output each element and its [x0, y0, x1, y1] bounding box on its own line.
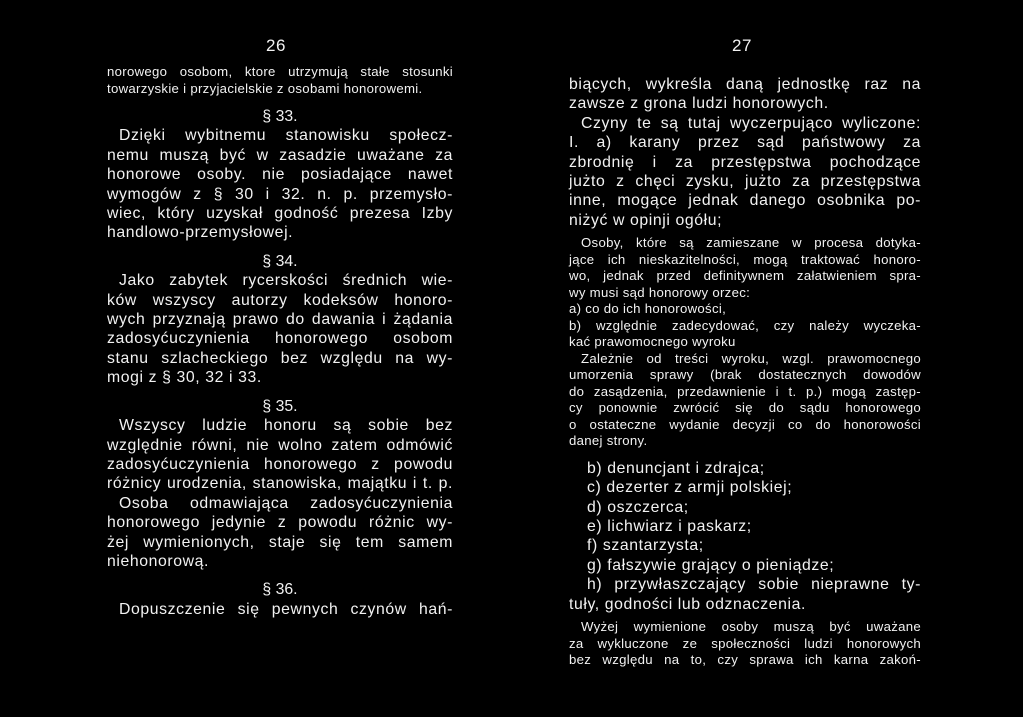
text-line: za wykluczone ze społeczności ludzi honorowych [569, 635, 921, 651]
text-line: zawsze z grona ludzi honorowych. [569, 95, 829, 113]
text-line: handlowo-przemysłowej. [107, 224, 294, 242]
text-line: stanu szlacheckiego bez względu na wy- [107, 349, 453, 367]
text-line: I. a) karany przez sąd państwowy za [569, 134, 921, 152]
text-line: mogi z § 30, 32 i 33. [107, 369, 262, 387]
list-item: g) fałszywie grający o pieniądze; [587, 556, 835, 574]
section-heading-34: § 34. [262, 252, 298, 270]
text-line: wych przyznają prawo do dawania i żądania [107, 311, 453, 329]
text-line: jużto z chęci zysku, jużto za przestępstwa [569, 173, 921, 191]
section-heading-35: § 35. [262, 397, 298, 415]
note-line: danej strony. [569, 433, 648, 449]
text-line: wymogów z § 30 i 32. n. p. przemysło- [107, 185, 453, 203]
text-line: inne, mogące jednak danego osobnika po- [569, 192, 921, 210]
note-line: wy musi sąd honorowy orzec: [569, 284, 751, 300]
text-line: Jako zabytek rycerskości średnich wie- [119, 272, 453, 290]
note-line: cy ponownie zwrócić się do sądu honorowego [569, 400, 921, 416]
list-item: c) dezerter z armji polskiej; [587, 479, 793, 497]
text-line: różnicy urodzenia, stanowiska, majątku i t. p. [107, 475, 453, 493]
note-line: do zasądzenia, przedawnienie i t. p.) mogą zastęp- [569, 383, 921, 399]
text-line: Czyny te są tutaj wyczerpująco wyliczone: [581, 114, 921, 132]
text-line: nemu muszą być w zasadzie uważane za [107, 146, 453, 164]
text-line: norowego osobom, ktore utrzymują stałe stosunki [107, 64, 453, 79]
note-line: umorzenia sprawy (brak dostatecznych dowodów [569, 367, 921, 383]
note-line: jące ich nieskazitelności, mogą traktować honoro- [569, 251, 921, 267]
list-item: tuły, godności lub odznaczenia. [569, 595, 806, 613]
list-item: d) oszczerca; [587, 498, 689, 516]
text-line: honorowe osoby. nie posiadające nawet [107, 166, 453, 184]
text-line: Wyżej wymienione osoby muszą być uważane [581, 619, 921, 634]
text-line: biących, wykreśla daną jednostkę raz na [569, 76, 921, 93]
note-line: Osoby, które są zamieszane w procesa dotyka- [581, 235, 921, 251]
text-line: zadosyćuczynienia honorowego z powodu [107, 455, 453, 473]
text-line: zbrodnię i za przestępstwa pochodzące [569, 153, 921, 171]
note-line: kać prawomocnego wyroku [569, 334, 736, 350]
page-number-right: 27 [732, 36, 752, 55]
text-line: bez względu na to, czy sprawa ich karna zakoń- [569, 652, 921, 667]
text-line: ków wszyscy autorzy kodeksów honoro- [107, 291, 453, 309]
text-line: honorowego jedynie z powodu różnic wy- [107, 514, 453, 532]
right-column [569, 75, 921, 669]
note-line: wo, jednak przed definitywnem załatwieniem spra- [569, 268, 921, 284]
text-line: Dopuszczenie się pewnych czynów hań- [119, 600, 453, 618]
text-line: towarzyskie i przyjacielskie z osobami honorowemi. [107, 80, 423, 96]
left-column [107, 64, 453, 619]
note-line: b) względnie zadecydować, czy należy wyczeka- [569, 317, 921, 333]
list-item: e) lichwiarz i paskarz; [587, 517, 752, 535]
text-line: Dzięki wybitnemu stanowisku społecz- [119, 127, 453, 145]
section-heading-33: § 33. [262, 108, 298, 125]
note-line: a) co do ich honorowości, [569, 301, 727, 317]
text-line: Osoba odmawiająca zadosyćuczynienia [119, 494, 453, 512]
text-line: wiec, który uzyskał godność prezesa Izby [107, 205, 453, 223]
text-line: względnie równi, nie wolno zatem odmówić [107, 436, 453, 454]
right-page [512, 0, 1023, 717]
text-line: żej wymienionych, staje się tem samem [107, 533, 453, 551]
list-item: f) szantarzysta; [587, 537, 704, 555]
text-line: niżyć w opinji ogółu; [569, 211, 723, 229]
list-item: b) denuncjant i zdrajca; [587, 459, 765, 477]
note-line: o ostateczne wydanie decyzji co do honorowości [569, 416, 921, 432]
text-line: niehonorową. [107, 552, 210, 570]
list-item: h) przywłaszczający sobie nieprawne ty- [587, 576, 921, 594]
text-line: zadosyćuczynienia honorowego osobom [107, 330, 453, 348]
text-line: Wszyscy ludzie honoru są sobie bez [119, 417, 453, 435]
section-heading-36: § 36. [262, 581, 298, 599]
page-number-left: 26 [266, 36, 286, 55]
note-line: Zależnie od treści wyroku, wzgl. prawomocnego [581, 350, 921, 366]
